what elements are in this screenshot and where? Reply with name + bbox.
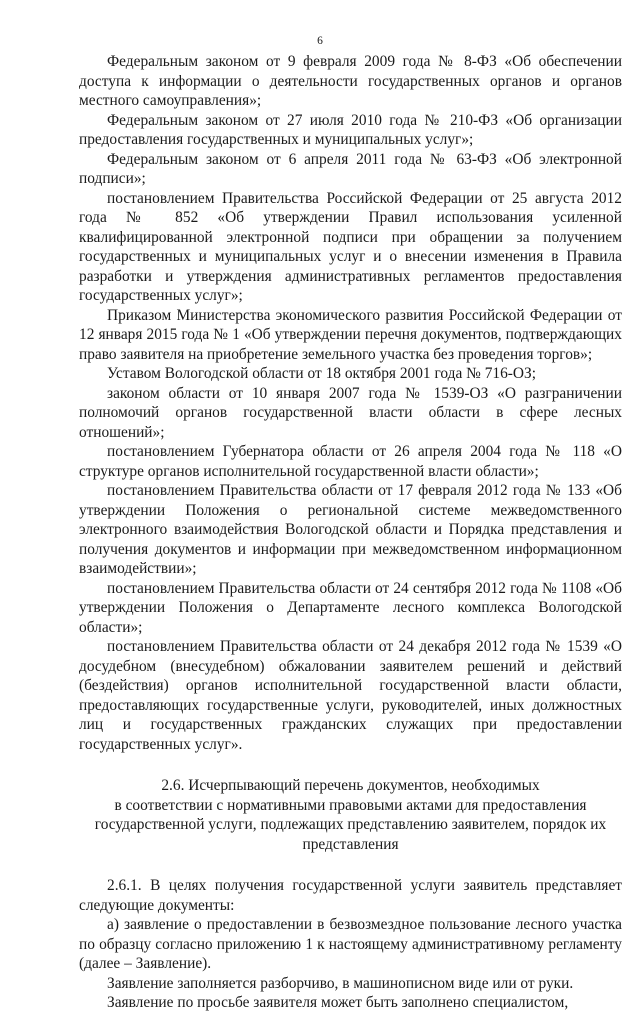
paragraph: Заявление по просьбе заявителя может быть заполнено специалистом, [107, 994, 569, 1011]
section-heading-line: в соответствии с нормативными правовыми актами для предоставления [114, 796, 587, 814]
paragraph: Федеральным законом от 27 июля 2010 года № 210-ФЗ «Об организации предоставления государственных и муниципальных услуг»; [79, 111, 622, 148]
paragraph: Федеральным законом от 9 февраля 2009 года № 8-ФЗ «Об обеспечении доступа к информации о деятельности государственных органов и органов местного самоуправления»; [79, 53, 622, 109]
paragraph: постановлением Правительства области от 24 декабря 2012 года № 1539 «О досудебном (внесудебном) обжаловании заявителем решений и действий (бездействия) органов исполнительной государственной власти области, предоставляющих государственные услуги, руководителей, иных должностных лиц и государственных гражданских служащих при предоставлении государственных услуг». [79, 638, 622, 753]
paragraph: Заявление заполняется разборчиво, в машинописном виде или от руки. [107, 974, 574, 992]
paragraph: Федеральным законом от 6 апреля 2011 года № 63-ФЗ «Об электронной подписи»; [79, 150, 622, 187]
paragraph: постановлением Губернатора области от 26 апреля 2004 года № 118 «О структуре органов исполнительной государственной власти области»; [79, 443, 622, 480]
paragraph: законом области от 10 января 2007 года № 1539-ОЗ «О разграничении полномочий органов государственной власти области в сфере лесных отношений»; [79, 384, 622, 441]
paragraph: 2.6.1. В целях получения государственной услуги заявитель представляет следующие документы: [79, 877, 622, 914]
paragraph: постановлением Правительства Российской Федерации от 25 августа 2012 года № 852 «Об утверждении Правил использования усиленной квалифицированной электронной подписи при обращении за получением государственных и муниципальных услуг и о внесении изменения в Правила разработки и утверждения административных регламентов предоставления государственных услуг»; [79, 189, 622, 304]
section-heading [79, 776, 622, 854]
section-heading-line: государственной услуги, подлежащих представлению заявителем, порядок их [94, 816, 607, 833]
paragraph: Приказом Министерства экономического развития Российской Федерации от 12 января 2015 года № 1 «Об утверждении перечня документов, подтверждающих право заявителя на приобретение земельного участка без проведения торгов»; [79, 306, 622, 363]
paragraph: а) заявление о предоставлении в безвозмездное пользование лесного участка по образцу согласно приложению 1 к настоящему административному регламенту (далее – Заявление). [79, 916, 622, 972]
paragraph: Уставом Вологодской области от 18 октября 2001 года № 716-ОЗ; [107, 365, 537, 382]
page-number: 6 [317, 35, 323, 47]
paragraph: постановлением Правительства области от 24 сентября 2012 года № 1108 «Об утверждении Положения о Департаменте лесного комплекса Вологодской области»; [79, 579, 622, 636]
section-heading-line: представления [302, 835, 399, 853]
document-body [79, 52, 622, 1013]
section-heading-line: 2.6. Исчерпывающий перечень документов, необходимых [161, 777, 540, 794]
paragraph: постановлением Правительства области от 17 февраля 2012 года № 133 «Об утверждении Положения о региональной системе межведомственного электронного взаимодействия Вологодской области и Порядка представления и получения документов и информации при межведомственном информационном взаимодействии»; [79, 482, 622, 577]
